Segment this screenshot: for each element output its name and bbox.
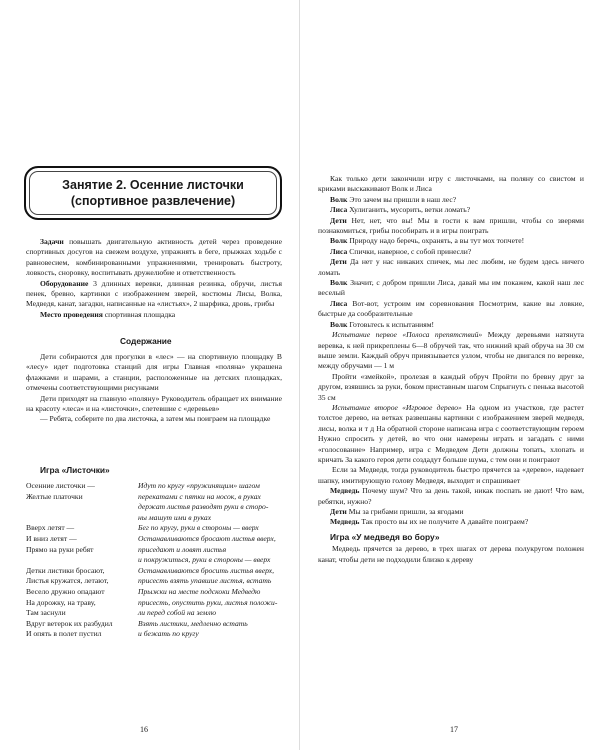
verse-line: На дорожку, на траву,: [26, 597, 96, 607]
tasks-text: повышать двигательную активность детей через проведение спортивных досугов на свежем воздухе, упражнять в беге, прыжках ходьбе с равновесием, комбинированными упражнениями, тренировать быстроту, ловкость, сноровку, воспитывать дружелюбие и ответственность: [26, 237, 282, 278]
verse-line: Вдруг ветерок их разбудил: [26, 618, 113, 628]
lesson-subtitle: (спортивное развлечение): [70, 194, 236, 208]
dialog-line: [318, 278, 584, 299]
speaker-name: Волк: [330, 194, 348, 204]
lesson-title-box: [24, 166, 282, 220]
verse-row: [26, 608, 284, 619]
speaker-name: Волк: [330, 319, 348, 329]
dialog-text: Это зачем вы пришли в наш лес?: [349, 194, 457, 204]
verse-row: [26, 492, 284, 503]
dialog-text: Готовьтесь к испытаниям!: [349, 319, 435, 329]
equipment-label: Оборудование: [40, 278, 89, 288]
place-paragraph: [26, 310, 282, 320]
verse-line: И опять в полет пустил: [26, 629, 102, 639]
dialog-text: Хулиганить, мусорить, ветки ломать?: [349, 205, 471, 215]
test-one-paragraph-label: Испытание первое «Полоса препятствий»: [332, 330, 483, 340]
verse-line: Желтые платочки: [26, 491, 83, 501]
page-number-left: 16: [140, 725, 148, 734]
dialog-text: Спички, наверное, с собой принесли?: [349, 246, 472, 256]
verse-line: Листья кружатся, летают,: [26, 576, 109, 586]
verse-movement: Бег по кругу, руки в стороны — вверх: [138, 523, 259, 533]
dialog-text: Значит, с добром пришли Лиса, давай мы им покажем, какой наш лес веселый: [318, 278, 584, 298]
equipment-text: 3 длинных веревки, длинная резинка, обручи, листья пенек, бревно, картинки с изображением зверей, костюмы Лисы, Волка, Медведя, канат, загадки, написанные на «листьях», 2 шарфика, дровь, грибы: [26, 278, 282, 309]
verse-movement: и бежать по кругу: [138, 629, 199, 639]
speaker-name: Дети: [330, 257, 347, 267]
dialog-line: [318, 236, 584, 246]
contents-heading: Содержание: [120, 336, 172, 346]
verse-line: Вверх летят —: [26, 523, 75, 533]
verse-row: [26, 619, 284, 630]
test-one-instructions-text: Пройти «змейкой», пролезая в каждый обруч Пройти по бревну друг за другом, взявшись за руки, боком приставным шагом Спрыгнуть с пенька высотой 35 см: [318, 371, 584, 402]
dialog-text: Как только дети закончили игру с листочками, на поляну со свистом и криками выскакивают Волк и Лиса: [318, 174, 584, 194]
book-spine: [299, 0, 300, 750]
verse-line: [26, 555, 138, 566]
dialog-text: Нет, нет, что вы! Мы в гости к вам пришли, чтобы со зверями познакомиться, грибы пособирать и в игры поиграть: [318, 215, 584, 236]
verse-row: [26, 598, 284, 609]
verse-row: [26, 566, 284, 577]
speaker-name: Медведь: [330, 517, 360, 527]
verse-movement: держат листья разводят руки в сторо-: [138, 502, 269, 512]
equipment-paragraph: [26, 279, 282, 310]
dialog-text: Вот-вот, устроим им соревнования Посмотрим, какие вы ловкие, быстрые да сообразительные: [318, 298, 584, 319]
page-number-right: 17: [450, 725, 458, 734]
verse-row: [26, 629, 284, 640]
dialog-text: Почему шум? Что за день такой, никак поспать не дают! Что вам, ребятки, нужно?: [318, 486, 584, 506]
dialog-text: Мы за грибами пришли, за ягодами: [348, 507, 464, 516]
dialog-line: [318, 205, 584, 215]
game-two-paragraph: [318, 544, 584, 565]
dialog-text: Да нет у нас никаких спичек, мы лес любим, не будем здесь ничего ломать: [318, 257, 584, 277]
verse-line: Прямо на руки ребят: [26, 544, 94, 554]
dialog-line: [318, 320, 584, 330]
verse-movement: приседают и ловят листья: [138, 544, 227, 554]
verse-line: Весело дружно опадают: [26, 586, 105, 596]
game-two-heading: Игра «У медведя во бору»: [330, 531, 440, 542]
test-two-paragraph: [318, 403, 584, 465]
speaker-name: Лиса: [330, 246, 348, 256]
dialog-text: Так просто вы их не получите А давайте поиграем?: [361, 517, 529, 527]
verse-row: [26, 523, 284, 534]
speaker-name: Волк: [330, 236, 348, 246]
verse-movement: Идут по кругу «пружинящим» шагом: [138, 481, 260, 490]
speaker-name: Волк: [330, 278, 348, 288]
verse-row: [26, 587, 284, 598]
place-text: спортивная площадка: [104, 309, 176, 319]
contents-para-3: — Ребята, соберите по два листочка, а затем мы поиграем на площадке: [40, 414, 271, 424]
game-heading: Игра «Листочки»: [40, 465, 110, 475]
verse-line: Там заснули: [26, 608, 66, 618]
verse-line: Детки листики бросают,: [26, 565, 105, 575]
speaker-name: Лиса: [330, 298, 348, 308]
dialog-line: [318, 507, 584, 517]
bear-paragraph: [318, 465, 584, 486]
lesson-intro: [26, 237, 282, 320]
verse-row: [26, 534, 284, 545]
contents-para-2: Дети приходят на главную «поляну» Руководитель обращает их внимание на красоту «леса» и на «листочки», слетевшие с «деревьев»: [26, 393, 282, 414]
verse-movement: Прыжки на месте подскоки Медведю: [138, 586, 261, 596]
dialog-text: Природу надо беречь, охранять, а вы тут мох топчете!: [349, 236, 525, 246]
verse-row: [26, 576, 284, 587]
speaker-name: Медведь: [330, 486, 360, 496]
dialog-line: [318, 174, 584, 195]
test-one-paragraph: [318, 330, 584, 372]
dialog-line: [318, 486, 584, 507]
speaker-name: Лиса: [330, 205, 348, 215]
verse-row: [26, 513, 284, 524]
dialog-line: [318, 216, 584, 237]
verse-movement: перекатами с пятки на носок, в руках: [138, 491, 261, 501]
test-one-instructions: [318, 372, 584, 403]
right-page-text: [318, 174, 584, 565]
verse-line: И вниз летят —: [26, 533, 77, 543]
verse-row: [26, 545, 284, 556]
dialog-line: [318, 257, 584, 278]
verse-movement: присесть, опустить руки, листья положи-: [138, 597, 278, 607]
dialog-line: [318, 517, 584, 527]
dialog-line: [318, 247, 584, 257]
dialog-line: [318, 195, 584, 205]
verse-movement: Останавливаются бросают листья вверх,: [138, 533, 276, 543]
tasks-paragraph: [26, 237, 282, 279]
verse-movement: Останавливаются бросить листья вверх,: [138, 565, 275, 575]
verse-movement: ли перед собой на землю: [138, 608, 217, 618]
verse-row: [26, 481, 284, 492]
verse-line: [26, 502, 138, 513]
verse-movement: присесть взять упавшие листья, встать: [138, 576, 272, 586]
verse-row: [26, 502, 284, 513]
verse-row: [26, 555, 284, 566]
tasks-label: Задачи: [40, 237, 64, 246]
speaker-name: Дети: [330, 215, 347, 225]
verse-movement: Взять листики, медленно встать: [138, 618, 248, 628]
verse-line: Осенние листочки —: [26, 481, 95, 490]
lesson-title: Занятие 2. Осенние листочки: [62, 178, 244, 192]
test-two-paragraph-text: На одном из участков, где растет толстое дерево, на ветках развешаны картинки с изображением зверей медведя, лисы, волка и т д На обратной стороне написана игра с соответствующим героем Нужно спросить у детей, во что они намерены играть и загадать с ними «голосование» Например, игра с Медведем Дети должны топать, хлопать и кричать За какого героя дети создадут больше шума, с тем они и поиграют: [318, 402, 584, 464]
contents-para-1: Дети собираются для прогулки в «лес» — на спортивную площадку В «лесу» идет подготовка станций для игры Главная «поляна» украшена флажками и шарами, а станции, расположенные на детских площадках, отмечены соответствующими рисунками: [26, 352, 282, 393]
bear-paragraph-text: Если за Медведя, тогда руководитель быстро прячется за «дерево», надевает шапку, имитирующую голову Медведя, выходит и спрашивает: [318, 465, 584, 485]
place-label: Место проведения: [40, 309, 103, 319]
contents-text: [26, 352, 282, 425]
verse-movement: и покружиться, руки в стороны — вверх: [138, 555, 271, 565]
verse-line: [26, 513, 138, 524]
test-two-paragraph-label: Испытание второе «Игровое дерево»: [332, 402, 462, 412]
verse-movement: ны машут ими в руках: [138, 512, 212, 522]
speaker-name: Дети: [330, 507, 347, 516]
dialog-line: [318, 299, 584, 320]
game-verse: [26, 481, 284, 640]
test-one-paragraph-text: Между деревьями натянута веревка, к ней прикреплены 6—8 обручей так, что нижний край обруча на 30 см выше земли. Каждый обруч привязывается узлом, чтобы не двигался по веревке, между обручами — 1 м: [318, 330, 584, 371]
game-two-paragraph-text: Медведь прячется за дерево, в трех шагах от дерева полукругом положен канат, чтобы дети не подходили близко к дереву: [318, 544, 584, 564]
